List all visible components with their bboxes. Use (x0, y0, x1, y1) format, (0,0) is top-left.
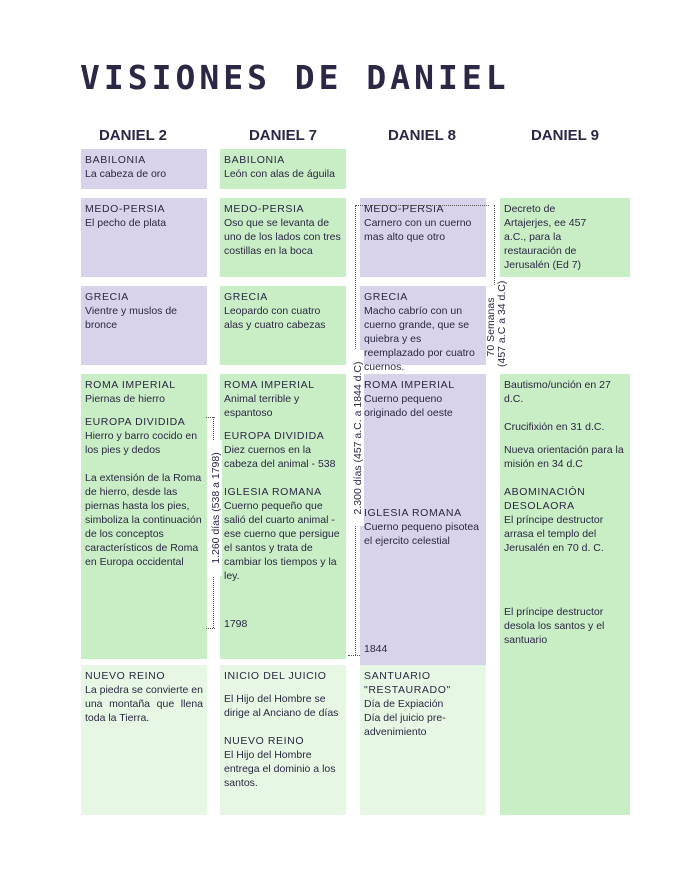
daniel8-roma-text: Cuerno pequeno originado del oeste (364, 393, 453, 419)
daniel7-medopersia-heading: MEDO-PERSIA (224, 203, 305, 215)
daniel7-europa-text: Diez cuernos en la cabeza del animal - 538 (224, 444, 336, 470)
daniel8-santuario-heading: SANTUARIO (364, 670, 431, 682)
daniel8-medopersia-heading: MEDO-PERSIA (364, 203, 445, 215)
daniel7-grecia-box (220, 286, 346, 365)
daniel7-medopersia-box (220, 198, 346, 277)
daniel8-grecia-text: Macho cabrío con un cuerno grande, que se quiebra y es reemplazado por cuatro cuernos. (364, 305, 475, 373)
daniel8-santuario-box (360, 665, 486, 815)
daniel8-year-1844: 1844 (364, 643, 388, 655)
daniel9-decreto-box (500, 198, 630, 277)
daniel7-europa-heading: EUROPA DIVIDIDA (224, 430, 325, 442)
daniel9-principe-text: El príncipe destructor desola los santos y el santuario (504, 606, 605, 646)
daniel2-europa-heading: EUROPA DIVIDIDA (85, 416, 186, 428)
daniel2-europa-text: Hierro y barro cocido en los pies y dedos (85, 430, 198, 456)
daniel8-medopersia-box (360, 198, 486, 277)
timeline-2300-bottom-tick (348, 655, 360, 656)
daniel8-santuario-heading-2: "RESTAURADO" (364, 684, 451, 696)
daniel2-roma-box (81, 374, 207, 659)
timeline-1260-top-tick (206, 417, 215, 418)
daniel8-grecia-heading: GRECIA (364, 291, 408, 303)
daniel7-iglesia-heading: IGLESIA ROMANA (224, 486, 322, 498)
timeline-70-weeks-label (485, 280, 508, 369)
daniel7-roma-text: Animal terrible y espantoso (224, 393, 300, 419)
daniel2-babilonia-text: La cabeza de oro (85, 168, 167, 180)
timeline-1260-label: 1.260 días (538 a 1798) (210, 440, 222, 576)
daniel7-babilonia-box (220, 149, 346, 189)
daniel7-nuevo-reino-heading: NUEVO REINO (224, 735, 305, 747)
daniel2-grecia-box (81, 286, 207, 365)
daniel9-abominacion-text: El príncipe destructor arrasa el templo del Jerusalén en 70 d. C. (504, 514, 604, 554)
daniel8-medopersia-text: Carnero con un cuerno mas alto que otro (364, 217, 472, 243)
daniel7-babilonia-text: León con alas de águila (224, 168, 335, 180)
daniel8-grecia-box (360, 286, 486, 373)
daniel7-iglesia-text: Cuerno pequeño que salió del cuarto animal - ese cuerno que persigue el santos y trata de cambiar los tiempos y la ley. (224, 500, 340, 582)
timeline-2300-label: 2.300 días (457 a.C. a 1844 d.C) (352, 350, 364, 526)
daniel7-juicio-text: El Hijo del Hombre se dirige al Anciano de días (224, 693, 339, 719)
daniel8-roma-box (360, 374, 486, 665)
daniel7-roma-heading: ROMA IMPERIAL (224, 379, 315, 391)
daniel2-roma-heading: ROMA IMPERIAL (85, 379, 176, 391)
daniel8-iglesia-heading: IGLESIA ROMANA (364, 507, 462, 519)
daniel9-abominacion-heading: ABOMINACIÓN DESOLAORA (504, 486, 586, 512)
column-header-daniel-8: DANIEL 8 (387, 127, 457, 144)
daniel2-medopersia-heading: MEDO-PERSIA (85, 203, 166, 215)
daniel2-medopersia-text: El pecho de plata (85, 217, 167, 229)
daniel2-medopersia-box (81, 198, 207, 277)
daniel7-medopersia-text: Oso que se levanta de uno de los lados con tres costillas en la boca (224, 217, 341, 257)
daniel9-decreto-text: Decreto de Artajerjes, ee 457 a.C., para la restauración de Jerusalén (Ed 7) (504, 203, 587, 271)
daniel2-nuevo-reino-text: La piedra se convierte en una montaña que llena toda la Tierra. (85, 684, 203, 724)
daniel2-extension-text: La extensión de la Roma de hierro, desde las piernas hasta los pies, simboliza la continuación de los conceptos característicos de Roma en Europa occidental (85, 472, 202, 568)
daniel2-nuevo-reino-heading: NUEVO REINO (85, 670, 166, 682)
daniel9-events-box (500, 374, 630, 815)
daniel7-grecia-heading: GRECIA (224, 291, 268, 303)
daniel2-roma-text: Piernas de hierro (85, 393, 165, 405)
daniel7-nuevo-reino-text: El Hijo del Hombre entrega el dominio a los santos. (224, 749, 336, 789)
daniel9-bautismo-text: Bautismo/unción en 27 d.C. (504, 379, 611, 405)
timeline-2300-top-tick (355, 205, 489, 206)
daniel8-iglesia-text: Cuerno pequeno pisotea el ejercito celestial (364, 521, 480, 547)
daniel2-grecia-heading: GRECIA (85, 291, 129, 303)
column-header-daniel-9: DANIEL 9 (530, 127, 600, 144)
daniel7-juicio-heading: INICIO DEL JUICIO (224, 670, 327, 682)
daniel2-nuevo-reino-box (81, 665, 207, 815)
daniel7-babilonia-heading: BABILONIA (224, 154, 285, 166)
daniel2-grecia-text: Vientre y muslos de bronce (85, 305, 178, 331)
daniel2-babilonia-box (81, 149, 207, 189)
daniel7-juicio-box (220, 665, 346, 815)
daniel7-grecia-text: Leopardo con cuatro alas y cuatro cabezas (224, 305, 326, 331)
timeline-70-weeks-label-line-1: 70 Semanas (485, 297, 497, 357)
column-header-daniel-2: DANIEL 2 (98, 127, 168, 144)
timeline-70-weeks-label-line-2: (457 a.C a 34 d.C) (496, 280, 508, 367)
daniel8-santuario-text: Día de Expiación Día del juicio pre-advenimiento (364, 698, 446, 738)
daniel2-babilonia-heading: BABILONIA (85, 154, 146, 166)
daniel9-crucifixion-text: Crucifixión en 31 d.C. (504, 421, 605, 433)
timeline-1260-bottom-tick (206, 628, 215, 629)
daniel7-year-1798: 1798 (224, 618, 248, 630)
daniel7-roma-box (220, 374, 346, 659)
page-title: VISIONES DE DANIEL (80, 58, 510, 97)
column-header-daniel-7: DANIEL 7 (248, 127, 318, 144)
daniel9-orientacion-text: Nueva orientación para la misión en 34 d.C (504, 444, 624, 470)
daniel8-roma-heading: ROMA IMPERIAL (364, 379, 455, 391)
